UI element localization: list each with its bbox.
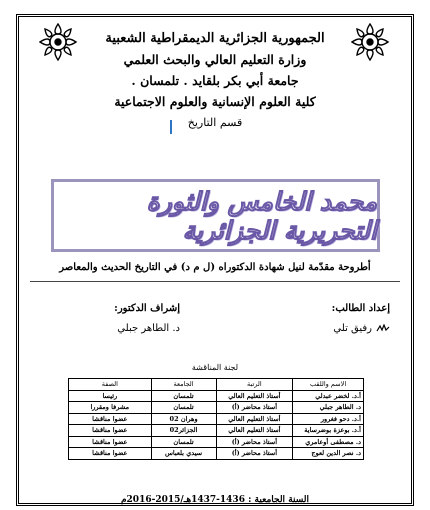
table-row — [69, 402, 364, 414]
member-rank: أستاذ التعليم العالي — [216, 390, 293, 402]
ministry-name: وزارة التعليم العالي والبحث العلمي — [123, 52, 307, 67]
table-row — [69, 448, 364, 460]
republic-name: الجمهورية الجزائرية الديمقراطية الشعبية — [105, 31, 325, 46]
header-university: الجامعة — [151, 379, 216, 391]
university-emblem-icon — [348, 20, 392, 64]
text-cursor — [170, 120, 172, 134]
header-name: الاسم واللقب — [293, 379, 364, 391]
member-role: عضوا مناقشا — [69, 425, 152, 437]
table-row — [69, 436, 364, 448]
university-emblem-icon — [36, 20, 80, 64]
university-name: جامعة أبي بكر بلقايد . تلمسان . — [131, 73, 299, 88]
table-row — [69, 425, 364, 437]
table-row — [69, 390, 364, 402]
thesis-title-box — [51, 179, 380, 252]
member-university: سيدي بلعباس — [151, 448, 216, 460]
thesis-subtitle: أطروحة مقدّمة لنيل شهادة الدكتوراه (ل م د) في التاريخ الحديث والمعاصر — [59, 262, 371, 273]
department-name: قسم التاريخ — [187, 116, 243, 129]
academic-year: السنة الجامعية : 1436-1437هـ/2015-2016م — [120, 495, 310, 505]
student-name: رفيق تلي — [333, 323, 372, 334]
institution-header — [90, 28, 340, 133]
member-role: عضوا مناقشا — [69, 448, 152, 460]
committee-table — [68, 378, 364, 460]
member-role: مشرفا ومقررا — [69, 402, 152, 414]
table-row — [69, 413, 364, 425]
member-university: تلمسان — [151, 402, 216, 414]
preparation-label: إعداد الطالب: — [331, 303, 390, 314]
member-rank: أستاذ محاضر (أ) — [216, 402, 293, 414]
member-role: عضوا مناقشا — [69, 413, 152, 425]
preparation-name-row — [260, 323, 390, 334]
committee-title: لجنة المناقشة — [191, 363, 239, 372]
member-name: د. نصر الدين لعوج — [293, 448, 364, 460]
member-rank: أستاذ محاضر (أ) — [216, 436, 293, 448]
member-university: الجزائر02 — [151, 425, 216, 437]
divider — [30, 281, 400, 282]
member-name: أ.د. بوعزة بوضرساية — [293, 425, 364, 437]
thesis-title: محمد الخامس والثورة التحريرية الجزائرية — [146, 186, 377, 245]
member-university: وهران 02 — [151, 413, 216, 425]
member-rank: أستاذ محاضر (أ) — [216, 448, 293, 460]
faculty-name: كلية العلوم الإنسانية والعلوم الاجتماعية — [114, 94, 316, 109]
supervisor-name: د. الطاهر جبلي — [117, 323, 180, 334]
member-role: رئيسا — [69, 390, 152, 402]
member-name: د. الطاهر جبلي — [293, 402, 364, 414]
member-university: تلمسان — [151, 436, 216, 448]
member-role: عضوا مناقشا — [69, 436, 152, 448]
member-name: أ.د. لخضر عبدلي — [293, 390, 364, 402]
header-role: الصفة — [69, 379, 152, 391]
supervision-block — [40, 303, 180, 334]
preparation-block — [260, 303, 390, 334]
member-name: د. مصطفى أوعامري — [293, 436, 364, 448]
member-rank: أستاذ التعليم العالي — [216, 425, 293, 437]
header-rank: الرتبة — [216, 379, 293, 391]
member-rank: أستاذ التعليم العالي — [216, 413, 293, 425]
table-header-row — [69, 379, 364, 391]
supervision-label: إشراف الدكتور: — [114, 303, 180, 314]
signature-icon — [376, 324, 390, 333]
member-name: أ.د. دحو فغرور — [293, 413, 364, 425]
member-university: تلمسان — [151, 390, 216, 402]
